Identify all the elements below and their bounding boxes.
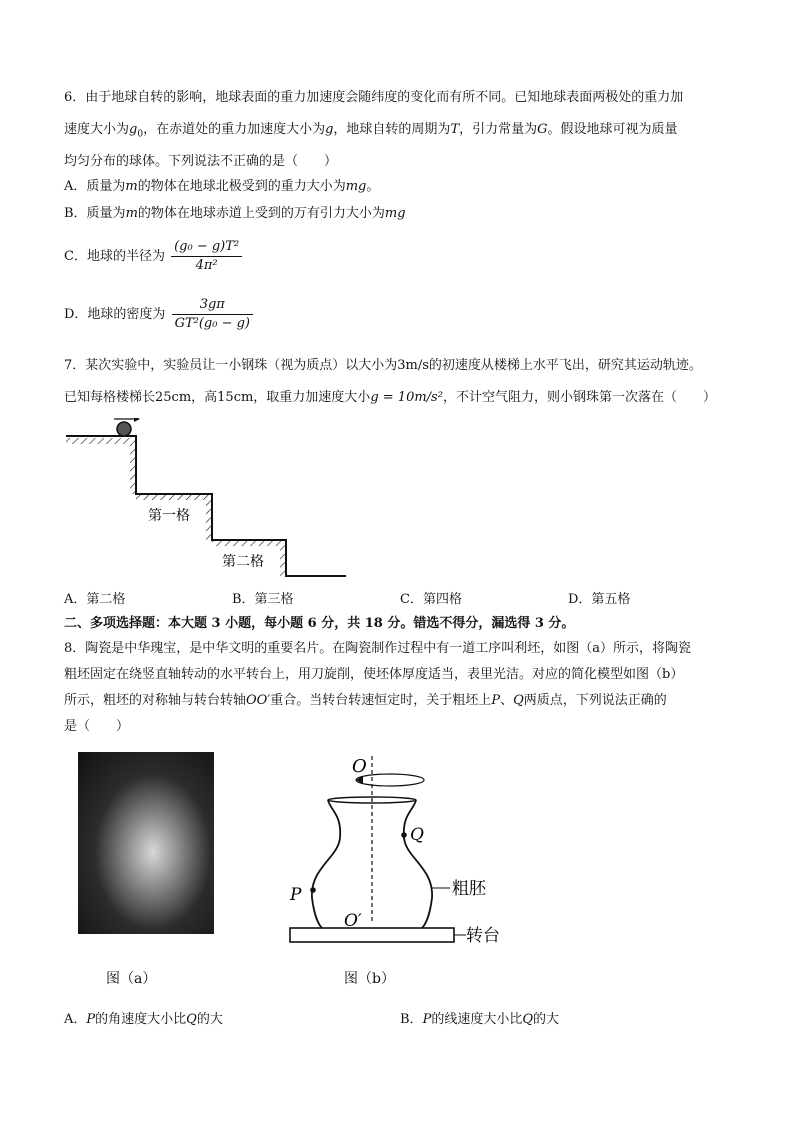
label-turntable: 转台 (466, 926, 500, 946)
q6-line-2: 速度大小为$g_0$，在赤道处的重力加速度大小为g，地球自转的周期为T，引力常量为G。假设地球可视为质量 (64, 122, 678, 140)
q8-option-a: A．P的角速度大小比Q的大 (64, 1012, 223, 1027)
q7-option-b: B．第三格 (232, 592, 294, 607)
vase-left-outline (312, 800, 340, 928)
label-o-prime: O′ (344, 911, 362, 931)
ledge-hatch (66, 438, 130, 444)
steel-ball (117, 422, 131, 436)
turntable (290, 928, 454, 942)
caption-b: 图（b） (344, 971, 395, 987)
step-label-2: 第二格 (222, 554, 264, 570)
vase-right-outline (404, 800, 432, 928)
q7-option-a: A．第二格 (64, 592, 126, 607)
q8-line-3: 所示，粗坯的对称轴与转台转轴OO′重合。当转台转速恒定时，关于粗坯上P、Q两质点，下列说法正确的 (64, 693, 667, 708)
label-o: O (352, 756, 367, 777)
q6-line-1: 6．由于地球自转的影响，地球表面的重力加速度会随纬度的变化而有所不同。已知地球表面两极处的重力加 (64, 90, 684, 105)
density-fraction: $\frac{3g\pi}{\text{GT²(g₀ − g)}}$ (172, 296, 253, 333)
label-p: P (290, 885, 302, 905)
pottery-trimming-photo (78, 752, 214, 934)
radius-fraction: $\frac{\text{(g₀ − g)T²}}{\text{4π²}}$ (171, 238, 242, 275)
q7-option-c: C．第四格 (400, 592, 462, 607)
q7-line-1: 7．某次实验中，实验员让一小钢珠（视为质点）以大小为3m/s的初速度从楼梯上水平飞出，研究其运动轨迹。 (64, 358, 702, 373)
q6-option-d: D．地球的密度为 $\frac{3g\pi}{\text{GT²(g₀ − g)}}$ (64, 296, 253, 333)
q6-option-a: A．质量为m的物体在地球北极受到的重力大小为mg。 (64, 179, 380, 194)
q8-line-4: 是（ ） (64, 719, 130, 734)
point-p (310, 887, 316, 893)
q6-option-c: C．地球的半径为 $\frac{\text{(g₀ − g)T²}}{\text{4π²}}$ (64, 238, 242, 275)
caption-a: 图（a） (106, 971, 157, 987)
section-2-heading: 二、多项选择题：本大题 3 小题，每小题 6 分，共 18 分。错选不得分，漏选得 3 分。 (64, 616, 575, 631)
q8-line-2: 粗坯固定在绕竖直轴转动的水平转台上，用刀旋削，使坯体厚度适当，表里光洁。对应的简化模型如图（b） (64, 667, 684, 682)
label-rough-body: 粗胚 (452, 879, 486, 899)
q7-line-2: 已知每格楼梯长25cm，高15cm，取重力加速度大小g = 10m/s²，不计空气阻力，则小钢珠第一次落在（ ） (64, 390, 716, 405)
staircase-diagram (64, 418, 364, 583)
q8-line-1: 8．陶瓷是中华瑰宝，是中华文明的重要名片。在陶瓷制作过程中有一道工序叫利坯，如图（a）所示，将陶瓷 (64, 641, 692, 656)
q7-option-d: D．第五格 (568, 592, 631, 607)
point-q (401, 832, 407, 838)
q6-option-b: B．质量为m的物体在地球赤道上受到的万有引力大小为mg (64, 206, 406, 221)
pottery-model-diagram (270, 748, 520, 953)
step-label-1: 第一格 (148, 508, 190, 524)
label-q: Q (410, 825, 424, 845)
q6-line-3: 均匀分布的球体。下列说法不正确的是（ ） (64, 154, 338, 169)
q8-option-b: B．P的线速度大小比Q的大 (400, 1012, 560, 1027)
arrow-head (134, 418, 140, 422)
